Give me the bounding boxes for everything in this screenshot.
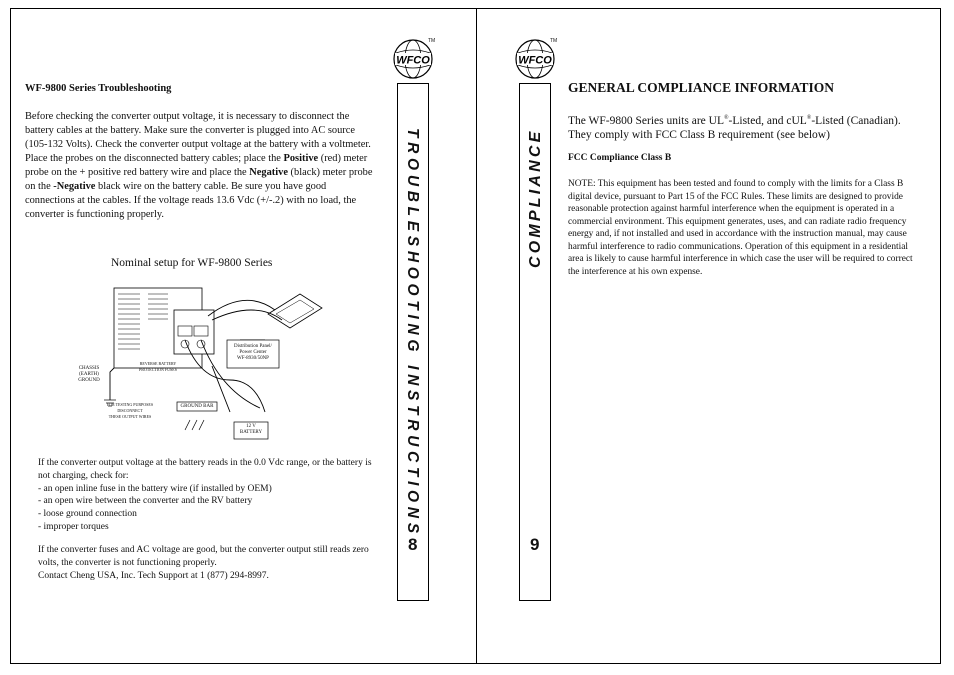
wiring-diagram xyxy=(70,280,360,445)
tab-title-troubleshooting: TROUBLESHOOTING INSTRUCTIONS xyxy=(404,128,421,538)
page-number-9: 9 xyxy=(530,535,540,554)
intro-text: (black) meter probe on the xyxy=(25,167,373,192)
tech-support-contact: Contact Cheng USA, Inc. Tech Support at 1 (877) 294-8997. xyxy=(38,570,269,581)
wfco-logo-right xyxy=(514,38,556,80)
label-battery: 12 V BATTERY xyxy=(239,424,263,435)
wfco-logo-left xyxy=(392,38,434,80)
compliance-heading: GENERAL COMPLIANCE INFORMATION xyxy=(568,80,835,95)
trademark-mark: TM xyxy=(428,38,436,44)
tab-title-compliance: COMPLIANCE xyxy=(527,128,544,268)
troubleshooting-intro xyxy=(25,110,373,222)
check-intro: If the converter output voltage at the battery reads in the 0.0 Vdc range, or the battery is not charging, check for: xyxy=(38,458,372,481)
page-number-8: 8 xyxy=(408,535,418,554)
converter-unit xyxy=(114,288,214,368)
svg-text:WFCO: WFCO xyxy=(518,54,552,67)
label-chassis-ground: CHASSIS (EARTH) GROUND xyxy=(78,366,100,383)
check-item: - loose ground connection xyxy=(38,509,137,520)
intro-text: Before checking the converter output voltage, it is necessary to disconnect the battery cables at the battery. Make sure the converter is plugged into AC source (105-132 Volts). Check the converter output voltage at the battery with a voltmeter. Place the probes on the disconnected battery cables; place the xyxy=(25,111,371,164)
label-reverse-fuses: REVERSE BATTERY PROTECTION FUSES xyxy=(139,361,177,372)
intro-emphasis: Negative xyxy=(249,167,288,178)
intro-emphasis: -Negative xyxy=(53,181,96,192)
fcc-note: NOTE: This equipment has been tested and found to comply with the limits for a Class B digital device, pursuant to Part 15 of the FCC Rules. These limits are designed to provide reasonable protection against harmful interference when the equipment is operated in a commercial environment. This equipment generates, uses, and can radiate radio frequency energy and, if not installed and used in accordance with the instruction manual, may cause harmful interference to radio communications. Operation of this equipment in a residential area is likely to cause harmful interference in which case the user will be required to correct the interference at his own expense. xyxy=(568,179,913,277)
fcc-heading: FCC Compliance Class B xyxy=(568,153,672,163)
fuse-note-section xyxy=(38,544,378,582)
troubleshooting-heading: WF-9800 Series Troubleshooting xyxy=(25,83,172,94)
listing-statement: The WF-9800 Series units are UL®-Listed, and cUL®-Listed (Canadian). They comply with FCC Class B requirement (see below) xyxy=(568,114,901,141)
check-section xyxy=(38,457,378,534)
check-list xyxy=(38,483,378,534)
svg-text:WFCO: WFCO xyxy=(396,54,430,67)
check-item: - improper torques xyxy=(38,521,109,532)
intro-text: black wire on the battery cable. Be sure you have good connections at the cables. If the voltage reads 13.6 Vdc (+/-.2) with no load, the converter is functioning properly. xyxy=(25,181,357,220)
check-item: - an open inline fuse in the battery wire (if installed by OEM) xyxy=(38,483,272,494)
intro-emphasis: Positive xyxy=(283,153,319,164)
trademark-mark: TM xyxy=(550,38,558,44)
label-distribution-panel: Distribution Panel/ Power Center WF-8930/50NP xyxy=(234,344,272,361)
check-item: - an open wire between the converter and the RV battery xyxy=(38,496,253,507)
intro-text: (red) meter probe on the + positive red battery wire and place the xyxy=(25,153,368,178)
label-ground-bar: GROUND BAR xyxy=(180,404,214,409)
diagram-caption: Nominal setup for WF-9800 Series xyxy=(111,257,273,269)
page-fold-line xyxy=(476,8,477,664)
voltmeter xyxy=(268,294,322,328)
fuse-note: If the converter fuses and AC voltage are good, but the converter output still reads zero volts, the converter is not functioning properly. xyxy=(38,545,369,568)
label-testing-note: FOR TESTING PURPOSES DISCONNECT THESE OUTPUT WIRES xyxy=(106,402,154,419)
